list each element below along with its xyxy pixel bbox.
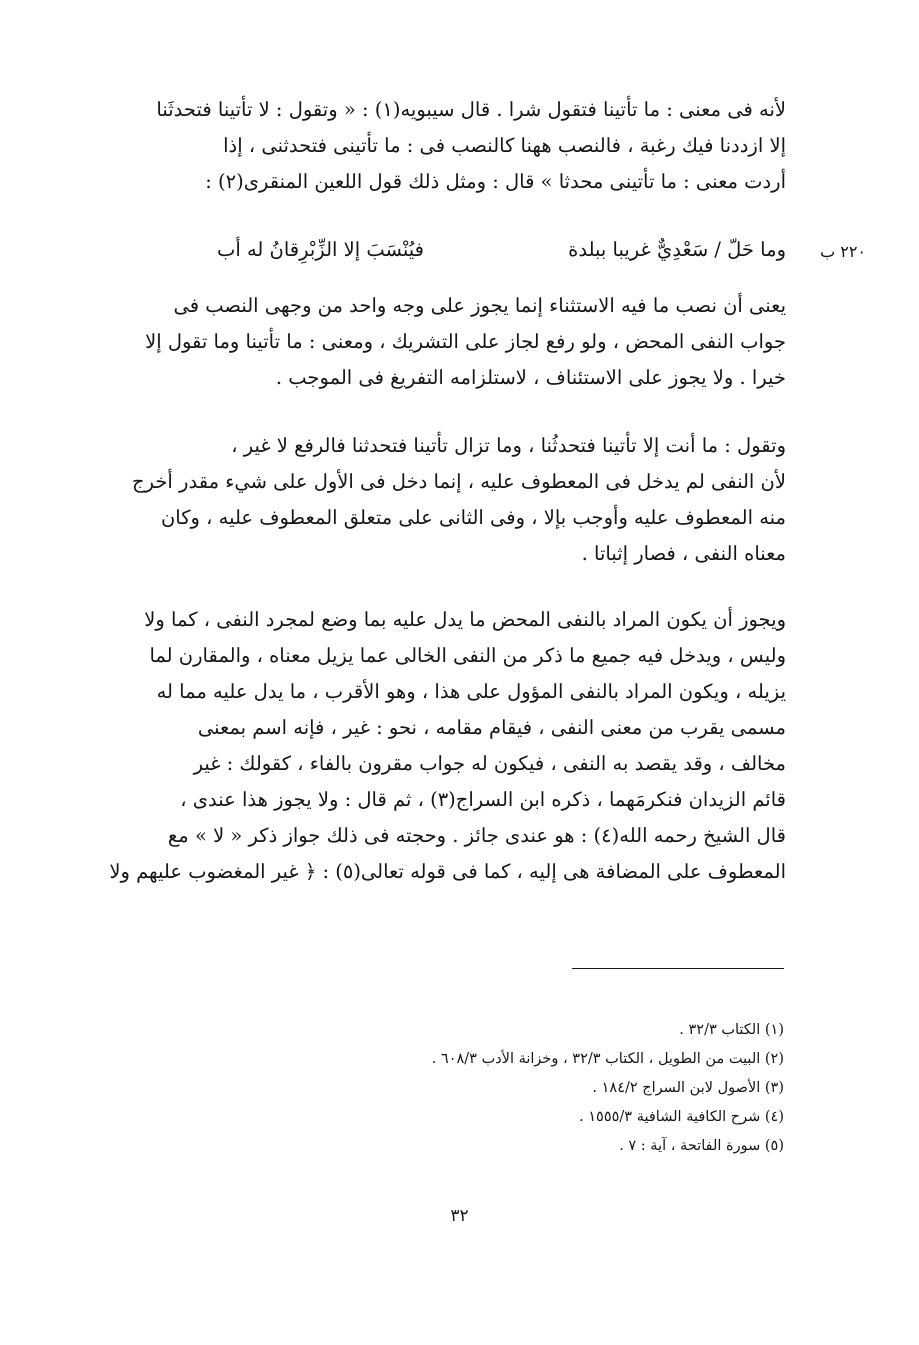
text-line: لأن النفى لم يدخل فى المعطوف عليه ، إنما دخل فى الأول على شيء مقدر أخرج — [132, 470, 786, 493]
footnote: (٢) البيت من الطويل ، الكتاب ٣٢/٣ ، وخزانة الأدب ٦٠٨/٣ . — [431, 1051, 784, 1067]
text-line: وتقول : ما أنت إلا تأتينا فتحدثُنا ، وما تزال تأتينا فتحدثنا فالرفع لا غير ، — [231, 434, 786, 457]
text-line: المعطوف على المضافة هى إليه ، كما فى قوله تعالى(٥) : ﴿ غير المغضوب عليهم ولا — [109, 860, 786, 883]
text-line: مسمى يقرب من معنى النفى ، فيقام مقامه ، نحو : غير ، فإنه اسم بمعنى — [197, 716, 786, 739]
footnote: (٥) سورة الفاتحة ، آية : ٧ . — [619, 1138, 784, 1154]
footnote: (٤) شرح الكافية الشافية ١٥٥٥/٣ . — [579, 1109, 784, 1125]
text-line: معناه النفى ، فصار إثباتا . — [581, 542, 786, 565]
text-line: جواب النفى المحض ، ولو رفع لجاز على التشريك ، ومعنى : ما تأتينا وما تقول إلا — [145, 330, 786, 353]
text-line: أردت معنى : ما تأتينى محدثا » قال : ومثل ذلك قول اللعين المنقرى(٢) : — [205, 170, 786, 193]
text-line: يزيله ، ويكون المراد بالنفى المؤول على هذا ، وهو الأقرب ، ما يدل عليه مما له — [156, 680, 786, 703]
page-number: ٣٢ — [450, 1206, 469, 1226]
text-line: مخالف ، وقد يقصد به النفى ، فيكون له جواب مقرون بالفاء ، كقولك : غير — [193, 752, 786, 775]
text-line: وليس ، ويدخل فيه جميع ما ذكر من النفى الخالى عما يزيل معناه ، والمقارن لما — [149, 644, 786, 667]
text-line: قال الشيخ رحمه الله(٤) : هو عندى جائز . وحجته فى ذلك جواز ذكر « لا » مع — [167, 824, 786, 847]
paragraph-4 — [96, 602, 786, 890]
paragraph-2 — [96, 288, 786, 396]
text-line: قائم الزيدان فنكرمَهما ، ذكره ابن السراج(٣) ، ثم قال : ولا يجوز هذا عندى ، — [180, 788, 786, 811]
verse-first-hemistich: وما حَلّ / سَعْدِيٌّ غريبا ببلدة — [568, 238, 786, 261]
text-line: لأنه فى معنى : ما تأتينا فتقول شرا . قال سيبويه(١) : « وتقول : لا تأتينا فتحدثَنا — [156, 98, 786, 121]
footnote-separator — [572, 968, 784, 969]
text-line: منه المعطوف عليه وأوجب بإلا ، وفى الثانى على متعلق المعطوف عليه ، وكان — [160, 506, 786, 529]
text-line: إلا ازددنا فيك رغبة ، فالنصب ههنا كالنصب فى : ما تأتينى فتحدثنى ، إذا — [223, 134, 786, 157]
footnote: (٣) الأصول لابن السراج ١٨٤/٢ . — [592, 1080, 784, 1096]
footnotes — [240, 1016, 784, 1161]
manuscript-folio-reference: ٢٢٠ ب — [820, 242, 866, 261]
verse-second-hemistich: فيُنْسَبَ إلا الزِّبْرِقانُ له أب — [216, 238, 424, 261]
paragraph-3 — [96, 428, 786, 572]
text-line: ويجوز أن يكون المراد بالنفى المحض ما يدل عليه بما وضع لمجرد النفى ، كما ولا — [144, 608, 786, 631]
text-line: يعنى أن نصب ما فيه الاستثناء إنما يجوز على وجه واحد من وجهى النصب فى — [173, 294, 786, 317]
footnote: (١) الكتاب ٣٢/٣ . — [679, 1022, 784, 1038]
text-line: خيرا . ولا يجوز على الاستئناف ، لاستلزامه التفريغ فى الموجب . — [275, 366, 786, 389]
paragraph-1 — [96, 92, 786, 200]
